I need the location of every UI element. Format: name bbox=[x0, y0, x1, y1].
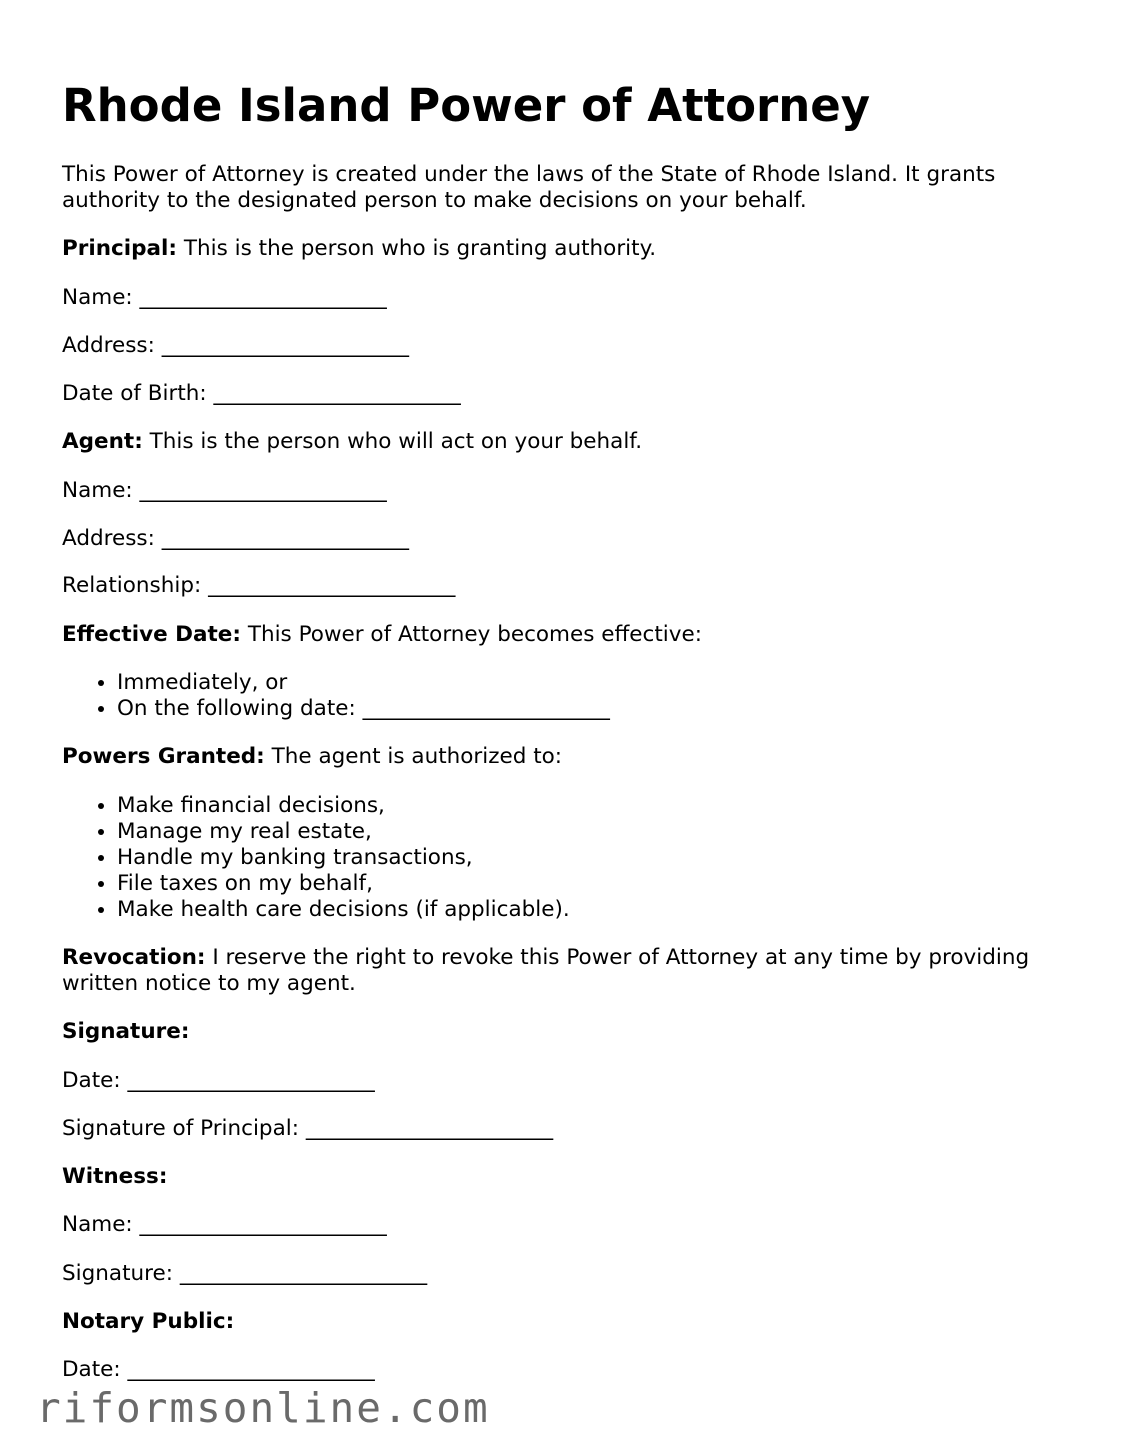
signature-date-field bbox=[62, 1068, 375, 1094]
signature-date-label: Date: bbox=[62, 1068, 121, 1093]
powers-section-header bbox=[62, 744, 562, 770]
principal-dob-field bbox=[62, 381, 461, 407]
principal-section-header bbox=[62, 236, 656, 262]
signature-section-header bbox=[62, 1019, 189, 1045]
site-watermark: riformsonline.com bbox=[36, 1384, 490, 1432]
agent-name-blank[interactable]: _______________________ bbox=[139, 478, 387, 503]
witness-signature-field bbox=[62, 1261, 427, 1287]
revocation-paragraph bbox=[62, 945, 1052, 997]
signature-date-blank[interactable]: _______________________ bbox=[127, 1068, 375, 1093]
principal-address-field bbox=[62, 333, 409, 359]
witness-signature-blank[interactable]: _______________________ bbox=[179, 1261, 428, 1286]
notary-date-field bbox=[62, 1357, 375, 1383]
effective-option-date bbox=[117, 696, 610, 722]
effective-option-date-label: On the following date: bbox=[117, 696, 356, 721]
revocation-description: I reserve the right to revoke this Power of Attorney at any time by providing written notice to my agent. bbox=[62, 945, 1030, 996]
effective-date-description: This Power of Attorney becomes effective: bbox=[247, 622, 702, 647]
effective-date-section-header bbox=[62, 622, 702, 648]
notary-section-header bbox=[62, 1309, 234, 1335]
principal-signature-label: Signature of Principal: bbox=[62, 1116, 299, 1141]
principal-address-label: Address: bbox=[62, 333, 155, 358]
principal-name-field bbox=[62, 285, 387, 311]
principal-description: This is the person who is granting authority. bbox=[183, 236, 657, 261]
signature-heading: Signature: bbox=[62, 1019, 190, 1044]
agent-address-blank[interactable]: _______________________ bbox=[161, 526, 409, 551]
effective-date-blank[interactable]: _______________________ bbox=[362, 696, 610, 721]
power-item: • Make health care decisions (if applicable). bbox=[117, 897, 570, 923]
principal-name-label: Name: bbox=[62, 285, 133, 310]
witness-name-label: Name: bbox=[62, 1212, 133, 1237]
power-item: • Handle my banking transactions, bbox=[117, 845, 570, 871]
revocation-heading: Revocation: bbox=[62, 945, 206, 970]
witness-name-field bbox=[62, 1212, 387, 1238]
principal-dob-blank[interactable]: _______________________ bbox=[213, 381, 461, 406]
notary-date-blank[interactable]: _______________________ bbox=[127, 1357, 375, 1382]
power-item: • Manage my real estate, bbox=[117, 819, 570, 845]
witness-section-header bbox=[62, 1164, 167, 1190]
document-title: Rhode Island Power of Attorney bbox=[62, 79, 871, 132]
powers-heading: Powers Granted: bbox=[62, 744, 265, 769]
agent-address-label: Address: bbox=[62, 526, 155, 551]
intro-paragraph: This Power of Attorney is created under the laws of the State of Rhode Island. It grants authority to the designated person to make decisions on your behalf. bbox=[62, 162, 996, 213]
powers-list bbox=[62, 793, 570, 923]
agent-name-field bbox=[62, 478, 387, 504]
agent-relationship-label: Relationship: bbox=[62, 573, 202, 598]
principal-heading: Principal: bbox=[62, 236, 178, 261]
effective-date-heading: Effective Date: bbox=[62, 622, 241, 647]
witness-signature-label: Signature: bbox=[62, 1261, 173, 1286]
power-item: • File taxes on my behalf, bbox=[117, 871, 570, 897]
witness-name-blank[interactable]: _______________________ bbox=[139, 1212, 387, 1237]
agent-section-header bbox=[62, 429, 642, 455]
principal-address-blank[interactable]: _______________________ bbox=[161, 333, 409, 358]
agent-heading: Agent: bbox=[62, 429, 143, 454]
powers-description: The agent is authorized to: bbox=[271, 744, 563, 769]
agent-description: This is the person who will act on your behalf. bbox=[149, 429, 643, 454]
witness-heading: Witness: bbox=[62, 1164, 168, 1189]
notary-date-label: Date: bbox=[62, 1357, 121, 1382]
principal-signature-blank[interactable]: _______________________ bbox=[305, 1116, 554, 1141]
agent-relationship-field bbox=[62, 573, 455, 599]
principal-dob-label: Date of Birth: bbox=[62, 381, 207, 406]
agent-relationship-blank[interactable]: _______________________ bbox=[208, 573, 456, 598]
principal-name-blank[interactable]: _______________________ bbox=[139, 285, 387, 310]
power-item: • Make financial decisions, bbox=[117, 793, 570, 819]
agent-address-field bbox=[62, 526, 409, 552]
effective-option-immediately: • Immediately, or bbox=[117, 670, 610, 696]
agent-name-label: Name: bbox=[62, 478, 133, 503]
principal-signature-field bbox=[62, 1116, 553, 1142]
notary-heading: Notary Public: bbox=[62, 1309, 235, 1334]
effective-date-options bbox=[62, 670, 610, 722]
